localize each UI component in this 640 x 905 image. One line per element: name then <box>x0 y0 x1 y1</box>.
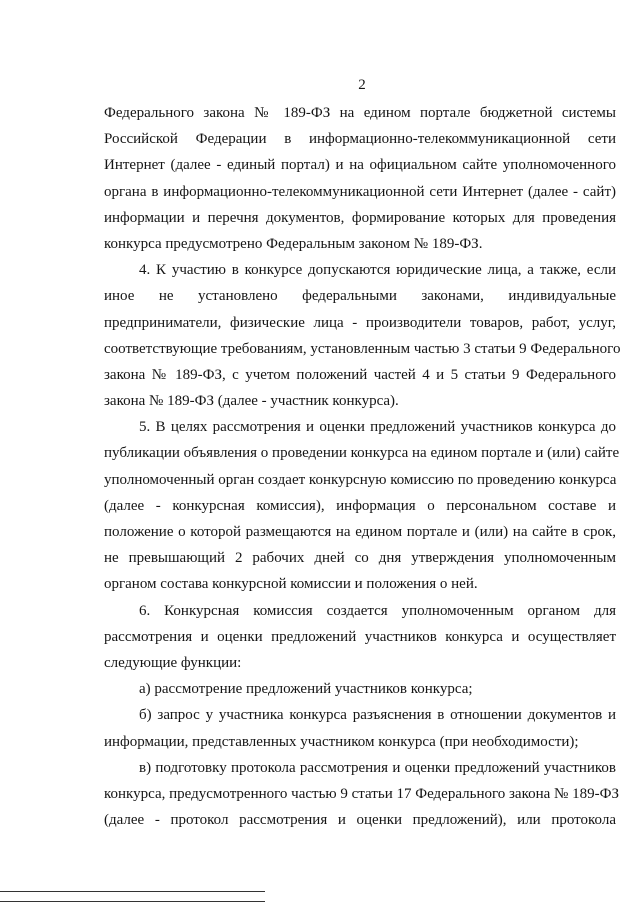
text-line: 4. К участию в конкурсе допускаются юридические лица, а также, если <box>139 262 616 279</box>
page-number: 2 <box>358 77 366 93</box>
text-line: конкурса, предусмотренного частью 9 статьи 17 Федерального закона № 189-ФЗ <box>104 785 619 802</box>
text-line: Российской Федерации в информационно-телекоммуникационной сети <box>104 131 616 148</box>
text-line: иное не установлено федеральными законами, индивидуальные <box>104 288 616 305</box>
paragraph-item-6 <box>104 598 616 677</box>
paragraph-item-4 <box>104 257 621 414</box>
text-line: 5. В целях рассмотрения и оценки предложений участников конкурса до <box>139 419 616 436</box>
footer-rule <box>0 901 265 902</box>
document-body <box>104 100 621 833</box>
paragraph-subitem-b <box>104 702 616 754</box>
text-line: соответствующие требованиям, установленным частью 3 статьи 9 Федерального <box>104 340 621 357</box>
text-line: (далее - протокол рассмотрения и оценки предложений), или протокола <box>104 812 616 829</box>
footer-rule <box>0 891 265 892</box>
paragraph-subitem-a <box>104 676 616 702</box>
text-line: конкурса предусмотрено Федеральным законом № 189-ФЗ. <box>104 235 483 252</box>
text-line: в) подготовку протокола рассмотрения и оценки предложений участников <box>139 759 616 776</box>
text-line: информации и перечня документов, формирование которых для проведения <box>104 209 616 226</box>
text-line: информации, представленных участником конкурса (при необходимости); <box>104 733 579 750</box>
text-line: положение о которой размещаются на едином портале и (или) на сайте в срок, <box>104 524 616 540</box>
text-line: Интернет (далее - единый портал) и на официальном сайте уполномоченного <box>104 157 616 174</box>
text-line: б) запрос у участника конкурса разъяснения в отношении документов и <box>139 707 616 724</box>
text-line: 6. Конкурсная комиссия создается уполномоченным органом для <box>139 602 616 619</box>
text-line: следующие функции: <box>104 654 242 671</box>
text-line: а) рассмотрение предложений участников конкурса; <box>139 681 473 698</box>
text-line: Федерального закона № 189-ФЗ на едином портале бюджетной системы <box>104 105 616 121</box>
text-line: (далее - конкурсная комиссия), информация о персональном составе и <box>104 497 616 514</box>
text-line: не превышающий 2 рабочих дней со дня утверждения уполномоченным <box>104 550 616 567</box>
text-line: публикации объявления о проведении конкурса на едином портале и (или) сайте <box>104 445 620 462</box>
text-line: закона № 189-ФЗ (далее - участник конкурса). <box>104 393 399 410</box>
text-line: рассмотрения и оценки предложений участников конкурса и осуществляет <box>104 628 616 645</box>
text-line: предприниматели, физические лица - производители товаров, работ, услуг, <box>104 314 616 331</box>
text-line: органа в информационно-телекоммуникационной сети Интернет (далее - сайт) <box>104 183 616 200</box>
text-line: уполномоченный орган создает конкурсную комиссию по проведению конкурса <box>104 471 617 488</box>
paragraph-continuation <box>104 100 616 257</box>
paragraph-item-5 <box>104 414 620 597</box>
text-line: закона № 189-ФЗ, с учетом положений частей 4 и 5 статьи 9 Федерального <box>104 366 616 383</box>
paragraph-subitem-v <box>104 755 619 834</box>
text-line: органом состава конкурсной комиссии и положения о ней. <box>104 576 478 593</box>
